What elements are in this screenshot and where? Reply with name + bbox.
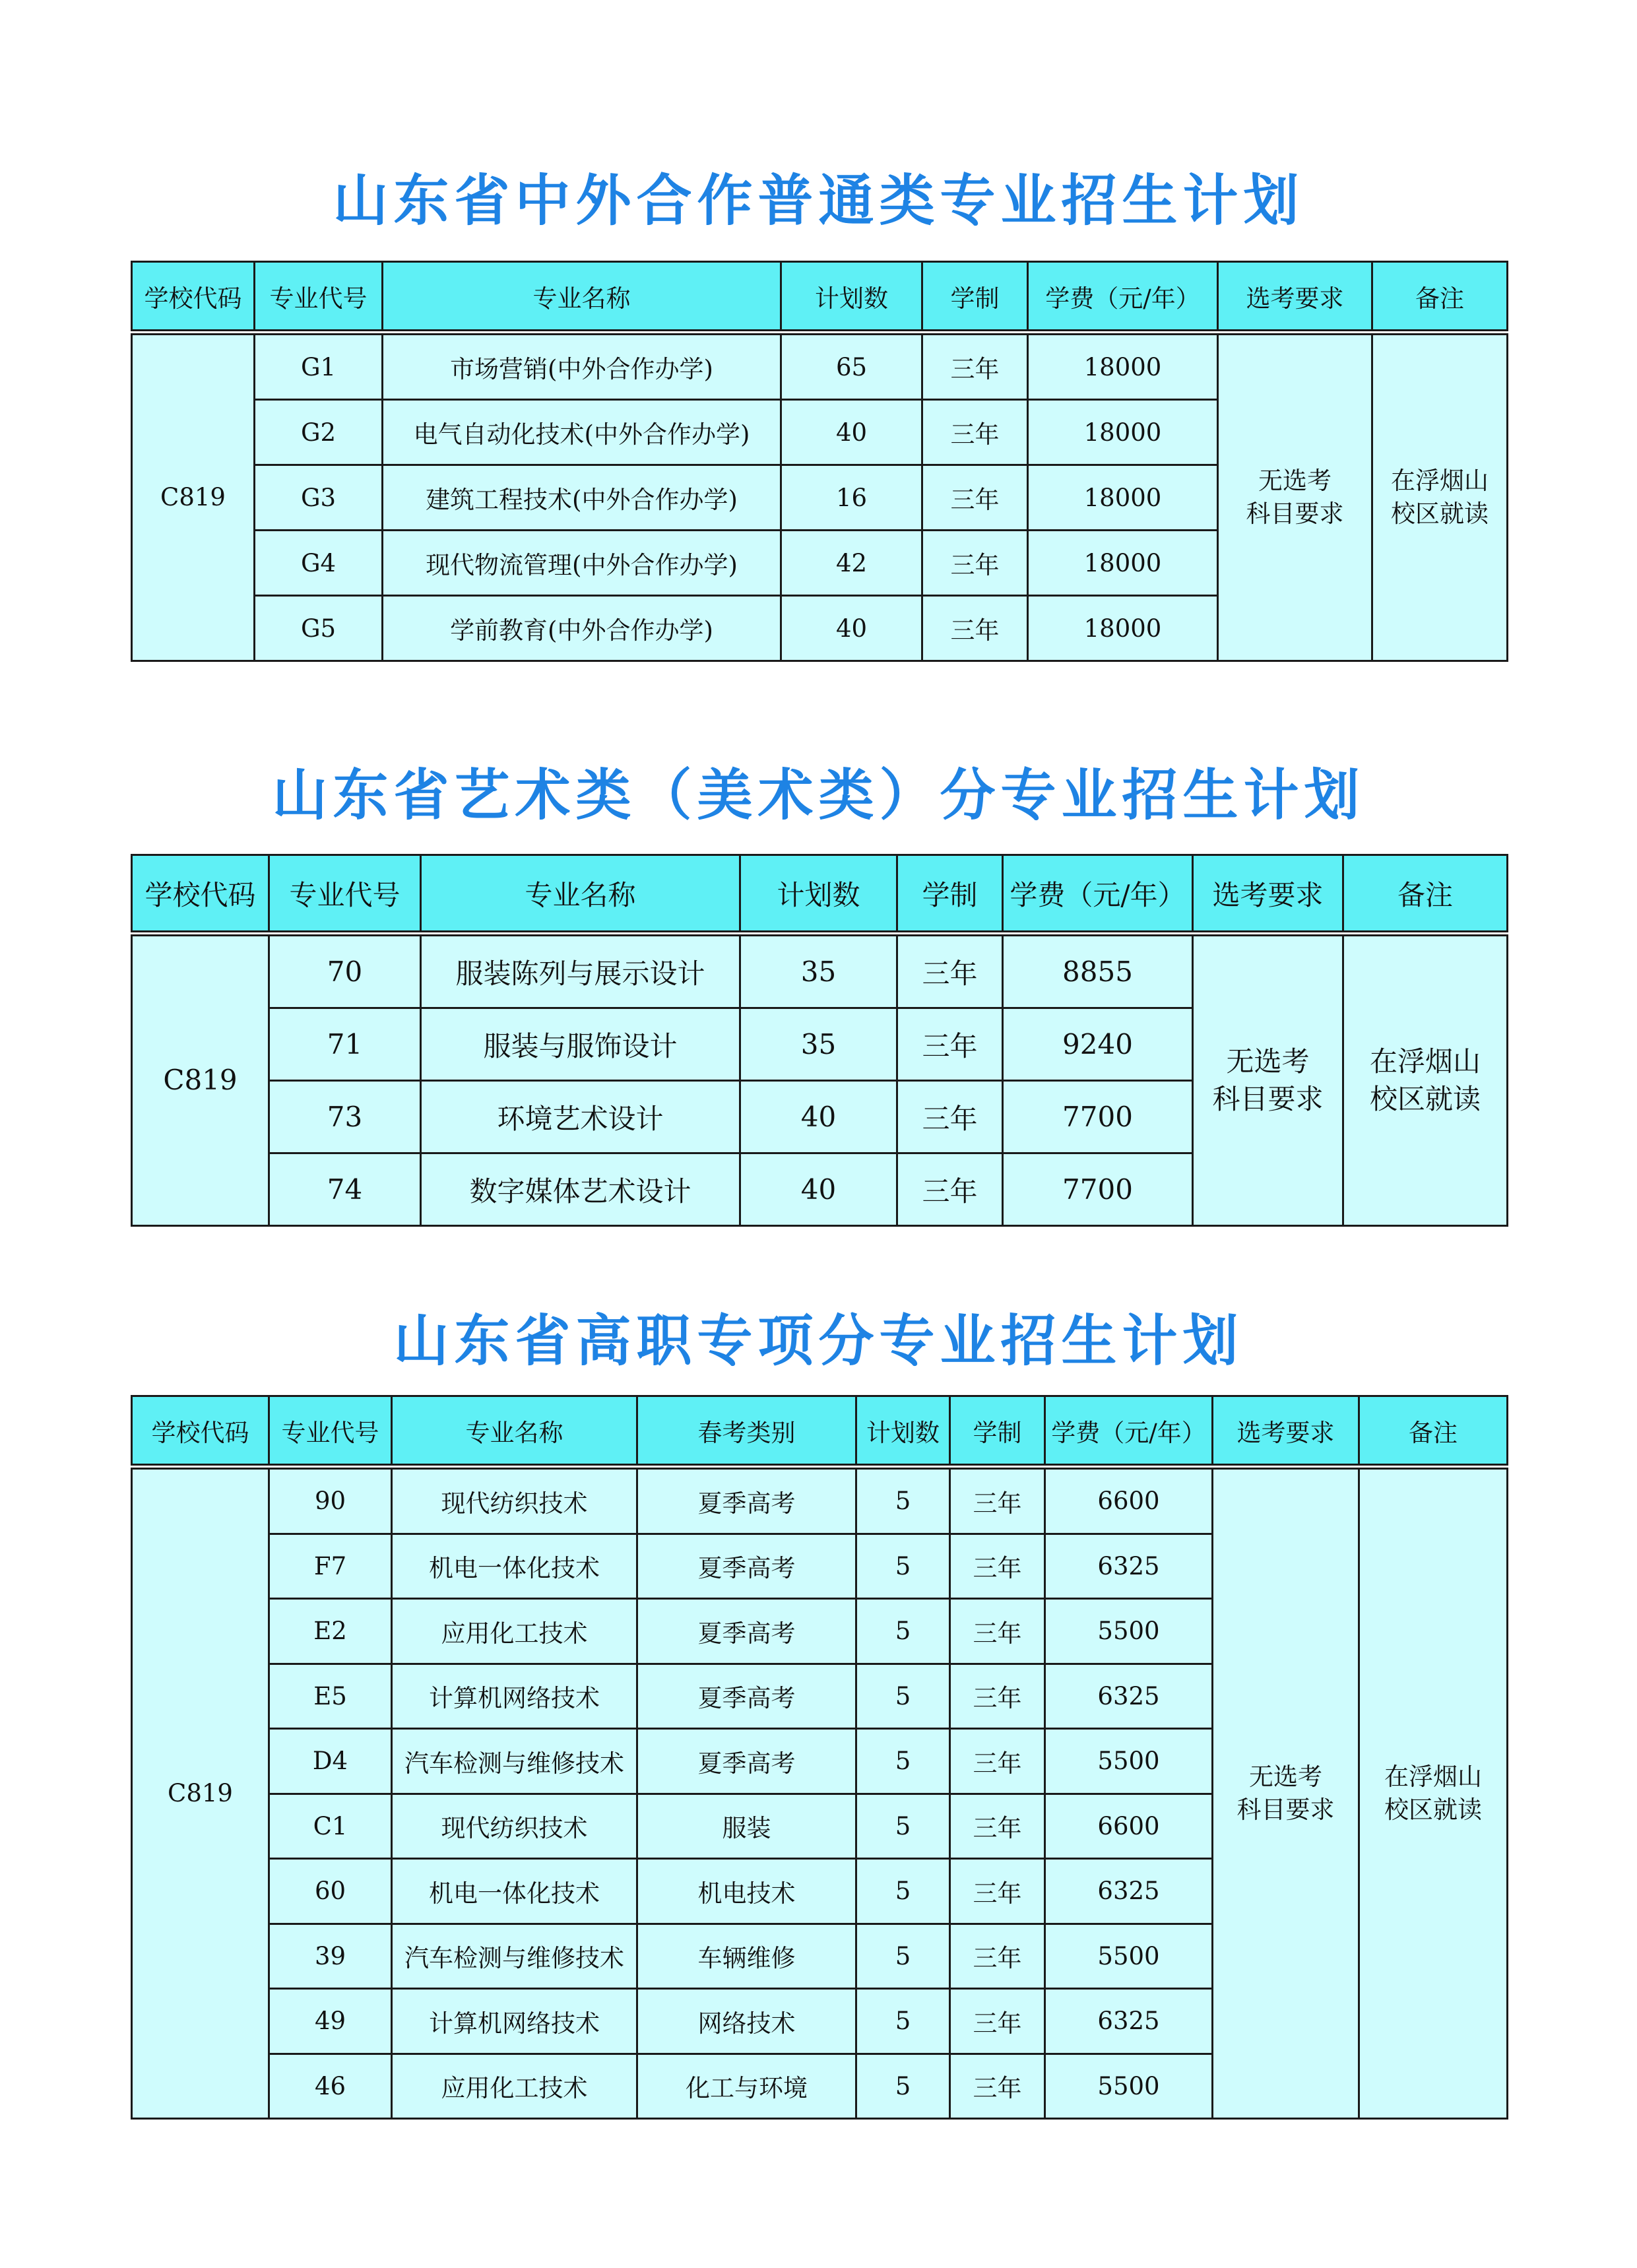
column-header: 计划数	[781, 262, 922, 331]
major-name-cell: 机电一体化技术	[392, 1534, 637, 1599]
section-title-vocational: 山东省高职专项分专业招生计划	[393, 1309, 1244, 1373]
tuition-cell: 18000	[1028, 531, 1218, 596]
school-code-cell: C819	[132, 335, 255, 661]
section-title-art: 山东省艺术类（美术类）分专业招生计划	[272, 763, 1365, 827]
duration-cell: 三年	[950, 1989, 1045, 2054]
plan-count-cell: 5	[856, 1469, 950, 1534]
major-code-cell: 60	[269, 1859, 392, 1924]
major-name-cell: 计算机网络技术	[392, 1989, 637, 2054]
major-code-cell: G2	[255, 400, 383, 465]
duration-cell: 三年	[922, 465, 1028, 531]
major-name-cell: 现代物流管理(中外合作办学)	[383, 531, 781, 596]
header-row	[132, 262, 1508, 331]
duration-cell: 三年	[897, 1008, 1003, 1081]
column-header: 学校代码	[132, 1396, 269, 1465]
duration-cell: 三年	[897, 936, 1003, 1008]
plan-count-cell: 40	[740, 1153, 897, 1226]
exam-category-cell: 夏季高考	[637, 1664, 856, 1729]
section-title-sino-foreign: 山东省中外合作普通类专业招生计划	[333, 168, 1304, 233]
exam-category-cell: 机电技术	[637, 1859, 856, 1924]
requirement-cell: 无选考 科目要求	[1218, 335, 1372, 661]
major-name-cell: 电气自动化技术(中外合作办学)	[383, 400, 781, 465]
column-header: 学校代码	[132, 262, 255, 331]
sino-foreign-plan-table	[131, 261, 1508, 662]
tuition-cell: 6325	[1045, 1534, 1213, 1599]
vocational-plan-table	[131, 1395, 1508, 2120]
exam-category-cell: 服装	[637, 1794, 856, 1859]
major-name-cell: 环境艺术设计	[421, 1081, 740, 1153]
header-row	[132, 1396, 1508, 1465]
major-name-cell: 建筑工程技术(中外合作办学)	[383, 465, 781, 531]
duration-cell: 三年	[897, 1153, 1003, 1226]
tuition-cell: 7700	[1003, 1081, 1193, 1153]
exam-category-cell: 网络技术	[637, 1989, 856, 2054]
column-header: 选考要求	[1193, 855, 1343, 932]
major-code-cell: 49	[269, 1989, 392, 2054]
plan-count-cell: 5	[856, 2054, 950, 2119]
exam-category-cell: 夏季高考	[637, 1469, 856, 1534]
major-name-cell: 服装与服饰设计	[421, 1008, 740, 1081]
plan-count-cell: 5	[856, 1924, 950, 1989]
major-code-cell: F7	[269, 1534, 392, 1599]
plan-count-cell: 40	[740, 1081, 897, 1153]
duration-cell: 三年	[950, 1664, 1045, 1729]
plan-count-cell: 5	[856, 1794, 950, 1859]
duration-cell: 三年	[950, 1534, 1045, 1599]
column-header: 备注	[1343, 855, 1508, 932]
major-name-cell: 服装陈列与展示设计	[421, 936, 740, 1008]
plan-count-cell: 35	[740, 1008, 897, 1081]
column-header: 备注	[1359, 1396, 1508, 1465]
note-cell: 在浮烟山 校区就读	[1372, 335, 1508, 661]
duration-cell: 三年	[950, 1729, 1045, 1794]
duration-cell: 三年	[897, 1081, 1003, 1153]
major-code-cell: E5	[269, 1664, 392, 1729]
column-header: 专业名称	[383, 262, 781, 331]
duration-cell: 三年	[922, 596, 1028, 661]
tuition-cell: 6325	[1045, 1859, 1213, 1924]
plan-count-cell: 16	[781, 465, 922, 531]
plan-count-cell: 35	[740, 936, 897, 1008]
major-name-cell: 应用化工技术	[392, 2054, 637, 2119]
plan-count-cell: 40	[781, 596, 922, 661]
duration-cell: 三年	[950, 1469, 1045, 1534]
plan-count-cell: 5	[856, 1664, 950, 1729]
plan-count-cell: 5	[856, 1859, 950, 1924]
column-header: 专业代号	[269, 1396, 392, 1465]
major-code-cell: E2	[269, 1599, 392, 1664]
exam-category-cell: 夏季高考	[637, 1599, 856, 1664]
major-name-cell: 市场营销(中外合作办学)	[383, 335, 781, 400]
plan-count-cell: 65	[781, 335, 922, 400]
tuition-cell: 7700	[1003, 1153, 1193, 1226]
major-code-cell: 46	[269, 2054, 392, 2119]
major-code-cell: G4	[255, 531, 383, 596]
column-header: 选考要求	[1218, 262, 1372, 331]
exam-category-cell: 化工与环境	[637, 2054, 856, 2119]
column-header: 学费（元/年）	[1028, 262, 1218, 331]
column-header: 计划数	[856, 1396, 950, 1465]
major-name-cell: 应用化工技术	[392, 1599, 637, 1664]
column-header: 专业名称	[421, 855, 740, 932]
duration-cell: 三年	[922, 400, 1028, 465]
school-code-cell: C819	[132, 936, 269, 1226]
duration-cell: 三年	[950, 1599, 1045, 1664]
major-code-cell: 71	[269, 1008, 421, 1081]
table-row	[132, 335, 1508, 400]
column-header: 选考要求	[1213, 1396, 1359, 1465]
column-header: 春考类别	[637, 1396, 856, 1465]
exam-category-cell: 车辆维修	[637, 1924, 856, 1989]
column-header: 学费（元/年）	[1003, 855, 1193, 932]
column-header: 专业代号	[269, 855, 421, 932]
major-code-cell: 70	[269, 936, 421, 1008]
tuition-cell: 18000	[1028, 335, 1218, 400]
header-row	[132, 855, 1508, 932]
duration-cell: 三年	[950, 2054, 1045, 2119]
major-code-cell: 73	[269, 1081, 421, 1153]
duration-cell: 三年	[950, 1924, 1045, 1989]
plan-count-cell: 40	[781, 400, 922, 465]
major-name-cell: 学前教育(中外合作办学)	[383, 596, 781, 661]
plan-count-cell: 5	[856, 1989, 950, 2054]
column-header: 计划数	[740, 855, 897, 932]
duration-cell: 三年	[922, 531, 1028, 596]
column-header: 专业名称	[392, 1396, 637, 1465]
plan-count-cell: 5	[856, 1729, 950, 1794]
school-code-cell: C819	[132, 1469, 269, 2119]
plan-count-cell: 42	[781, 531, 922, 596]
tuition-cell: 6600	[1045, 1794, 1213, 1859]
major-code-cell: G3	[255, 465, 383, 531]
tuition-cell: 6325	[1045, 1664, 1213, 1729]
column-header: 学费（元/年）	[1045, 1396, 1213, 1465]
tuition-cell: 5500	[1045, 1924, 1213, 1989]
tuition-cell: 9240	[1003, 1008, 1193, 1081]
tuition-cell: 18000	[1028, 596, 1218, 661]
duration-cell: 三年	[922, 335, 1028, 400]
major-name-cell: 汽车检测与维修技术	[392, 1924, 637, 1989]
note-cell: 在浮烟山 校区就读	[1343, 936, 1508, 1226]
column-header: 专业代号	[255, 262, 383, 331]
table-row	[132, 1469, 1508, 1534]
major-code-cell: G5	[255, 596, 383, 661]
major-name-cell: 汽车检测与维修技术	[392, 1729, 637, 1794]
duration-cell: 三年	[950, 1794, 1045, 1859]
major-code-cell: G1	[255, 335, 383, 400]
major-name-cell: 计算机网络技术	[392, 1664, 637, 1729]
requirement-cell: 无选考 科目要求	[1193, 936, 1343, 1226]
column-header: 学制	[950, 1396, 1045, 1465]
major-code-cell: D4	[269, 1729, 392, 1794]
duration-cell: 三年	[950, 1859, 1045, 1924]
note-cell: 在浮烟山 校区就读	[1359, 1469, 1508, 2119]
column-header: 学校代码	[132, 855, 269, 932]
tuition-cell: 18000	[1028, 465, 1218, 531]
tuition-cell: 8855	[1003, 936, 1193, 1008]
major-code-cell: 39	[269, 1924, 392, 1989]
major-name-cell: 现代纺织技术	[392, 1469, 637, 1534]
tuition-cell: 18000	[1028, 400, 1218, 465]
requirement-cell: 无选考 科目要求	[1213, 1469, 1359, 2119]
major-code-cell: 74	[269, 1153, 421, 1226]
tuition-cell: 5500	[1045, 2054, 1213, 2119]
major-code-cell: 90	[269, 1469, 392, 1534]
major-name-cell: 现代纺织技术	[392, 1794, 637, 1859]
major-code-cell: C1	[269, 1794, 392, 1859]
major-name-cell: 机电一体化技术	[392, 1859, 637, 1924]
exam-category-cell: 夏季高考	[637, 1729, 856, 1794]
art-plan-table	[131, 854, 1508, 1227]
tuition-cell: 5500	[1045, 1729, 1213, 1794]
exam-category-cell: 夏季高考	[637, 1534, 856, 1599]
table-row	[132, 936, 1508, 1008]
column-header: 备注	[1372, 262, 1508, 331]
column-header: 学制	[897, 855, 1003, 932]
major-name-cell: 数字媒体艺术设计	[421, 1153, 740, 1226]
plan-count-cell: 5	[856, 1599, 950, 1664]
tuition-cell: 6600	[1045, 1469, 1213, 1534]
tuition-cell: 5500	[1045, 1599, 1213, 1664]
tuition-cell: 6325	[1045, 1989, 1213, 2054]
column-header: 学制	[922, 262, 1028, 331]
plan-count-cell: 5	[856, 1534, 950, 1599]
